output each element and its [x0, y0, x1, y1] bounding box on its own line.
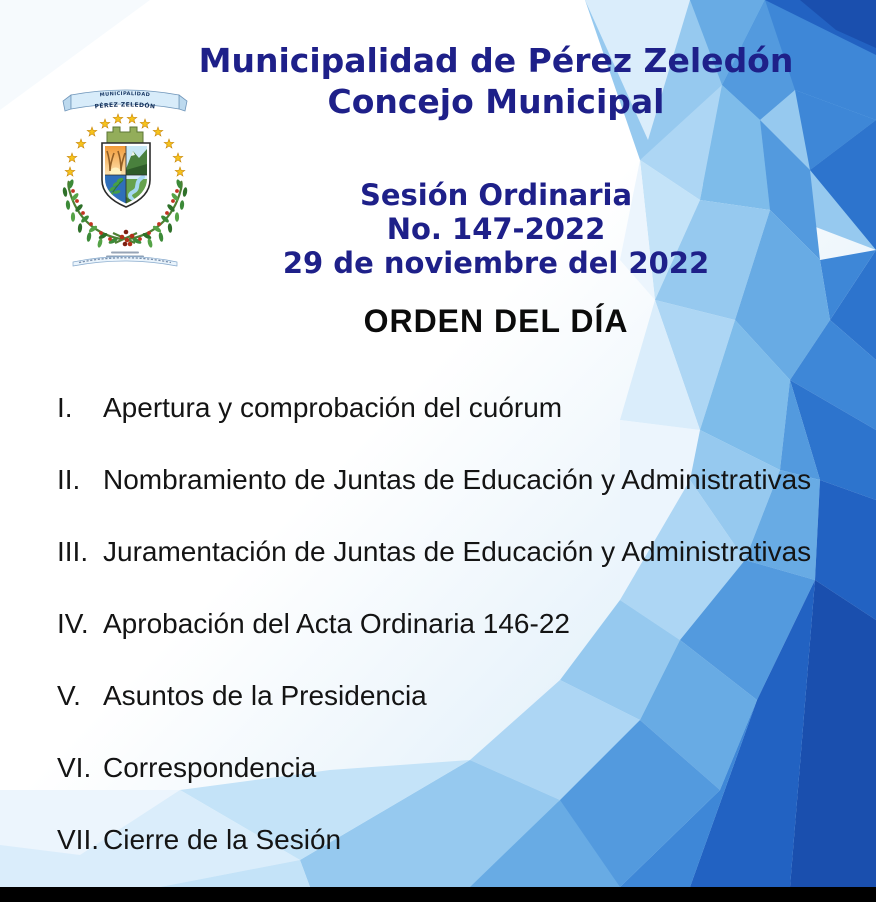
emblem-banner-line2: PÉREZ ZELEDÓN: [94, 101, 156, 111]
org-title-line1: Municipalidad de Pérez Zeledón: [198, 41, 794, 80]
agenda-item-text: Aprobación del Acta Ordinaria 146-22: [103, 608, 570, 639]
agenda-item-text: Nombramiento de Juntas de Educación y Administrativas: [103, 464, 812, 495]
agenda-item: [57, 825, 857, 855]
agenda-item: [57, 753, 857, 825]
agenda-item-numeral: IV.: [57, 608, 89, 639]
agenda-heading: ORDEN DEL DÍA: [363, 303, 629, 339]
agenda-item-numeral: I.: [57, 392, 73, 423]
agenda-item: [57, 393, 857, 465]
agenda-item-text: Asuntos de la Presidencia: [103, 680, 427, 711]
session-date: 29 de noviembre del 2022: [282, 246, 710, 280]
agenda-item-numeral: VII.: [57, 824, 100, 855]
org-title-line2: Concejo Municipal: [327, 82, 665, 121]
agenda-item-text: Apertura y comprobación del cuórum: [103, 392, 563, 423]
footer-bar: [0, 887, 876, 902]
agenda-item-numeral: VI.: [57, 752, 92, 783]
session-number: No. 147-2022: [386, 212, 606, 246]
agenda-item-text: Correspondencia: [103, 752, 317, 783]
agenda-item: [57, 537, 857, 609]
agenda-item-text: Cierre de la Sesión: [103, 824, 342, 855]
agenda-item: [57, 609, 857, 681]
agenda-item-numeral: V.: [57, 680, 81, 711]
emblem-banner-line1: MUNICIPALIDAD: [99, 90, 151, 99]
session-info: [118, 178, 874, 280]
agenda-item: [57, 465, 857, 537]
agenda-item-text: Juramentación de Juntas de Educación y Administrativas: [103, 536, 812, 567]
agenda-item: [57, 681, 857, 753]
agenda-item-numeral: II.: [57, 464, 81, 495]
session-type: Sesión Ordinaria: [359, 178, 633, 212]
agenda-item-numeral: III.: [57, 536, 89, 567]
org-title: [118, 40, 874, 122]
agenda-list: [57, 393, 857, 855]
